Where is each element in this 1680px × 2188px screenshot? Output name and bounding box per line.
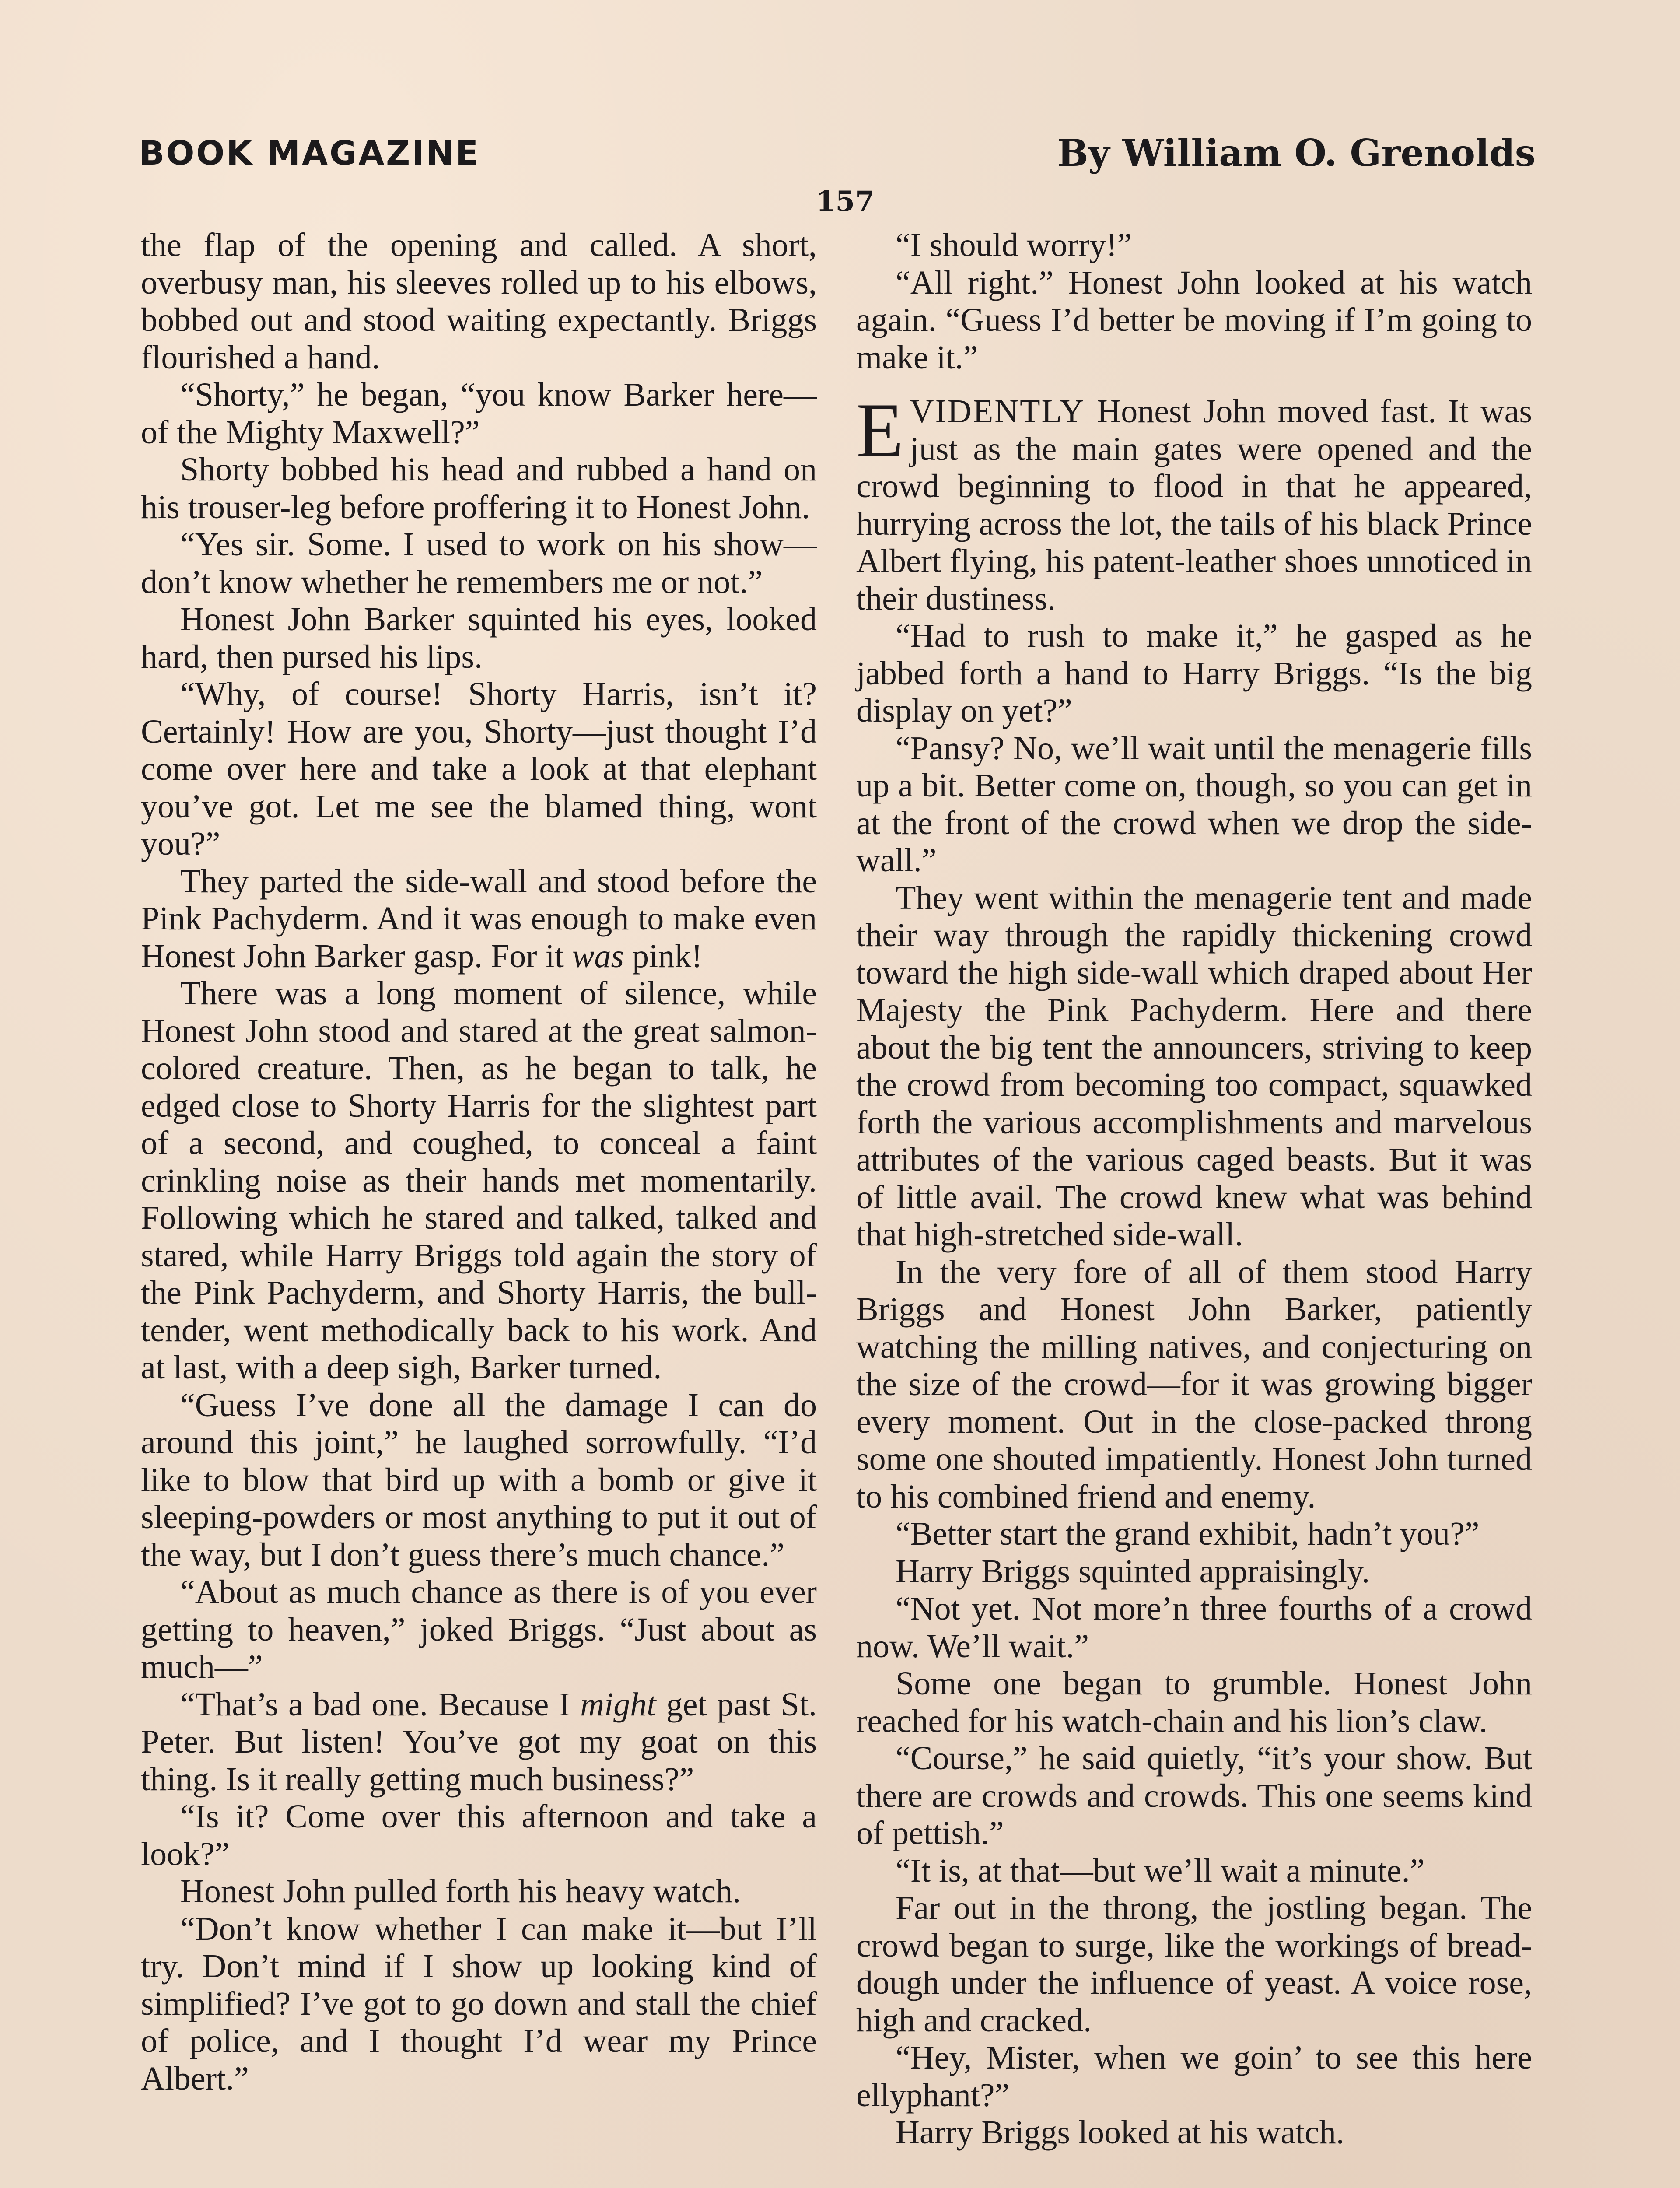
paragraph: Some one began to grumble. Honest John reached for his watch-chain and his lion’s claw. <box>856 1665 1532 1739</box>
text-run: “That’s a bad one. Because I <box>180 1686 570 1723</box>
paragraph: “Shorty,” he began, “you know Barker here—of the Mighty Maxwell?” <box>141 376 817 451</box>
paragraph <box>141 863 817 975</box>
paragraph: “I should worry!” <box>896 227 1132 263</box>
section-opening-paragraph <box>856 387 1532 617</box>
paragraph: “Pansy? No, we’ll wait until the menagerie fills up a bit. Better come on, though, so you can get in at the front of the crowd when we drop the side-wall.” <box>856 729 1532 879</box>
paragraph: “Yes sir. Some. I used to work on his show—don’t know whether he remembers me or not.” <box>141 526 817 600</box>
paragraph: “Guess I’ve done all the damage I can do around this joint,” he laughed sorrowfully. “I’d like to blow that bird up with a bomb or give it sleeping-powders or most anything to put it out of the way, but I don’t guess there’s much chance.” <box>141 1386 817 1573</box>
paragraph: “Had to rush to make it,” he gasped as he jabbed forth a hand to Harry Briggs. “Is the big display on yet?” <box>856 617 1532 729</box>
paragraph: Harry Briggs looked at his watch. <box>896 2114 1344 2151</box>
paragraph: Honest John Barker squinted his eyes, looked hard, then pursed his lips. <box>141 601 817 675</box>
text-run: pink! <box>632 937 703 975</box>
paragraph: “Hey, Mister, when we goin’ to see this here ellyphant?” <box>856 2039 1532 2114</box>
paragraph: Harry Briggs squinted appraisingly. <box>896 1553 1370 1590</box>
paragraph <box>141 1686 817 1799</box>
drop-cap: E <box>856 387 904 473</box>
paragraph: Shorty bobbed his head and rubbed a hand on his trouser-leg before proffering it to Honest John. <box>141 451 817 526</box>
paragraph: There was a long moment of silence, while Honest John stood and stared at the great salmon-colored creature. Then, as he began to talk, he edged close to Shorty Harris for the slightest part of a second, and coughed, to conceal a faint crinkling noise as their hands met momentarily. Following which he stared and talked, talked and stared, while Harry Briggs told again the story of the Pink Pachyderm, and Shorty Harris, the bull-tender, went methodically back to his work. And at last, with a deep sigh, Barker turned. <box>141 975 817 1386</box>
paragraph: “Better start the grand exhibit, hadn’t you?” <box>896 1515 1480 1552</box>
paragraph: “About as much chance as there is of you ever getting to heaven,” joked Briggs. “Just about as much—” <box>141 1574 817 1685</box>
text-run: get past St. Peter. But listen! You’ve got my goat on this thing. Is it really getting much business?” <box>141 1686 817 1798</box>
text-run: They parted the side-wall and stood before the Pink Pachyderm. And it was enough to make even Honest John Barker gasp. For it <box>141 863 817 975</box>
text-run: Honest John moved fast. It was just as the main gates were opened and the crowd beginning to flood in that he appeared, hurrying across the lot, the tails of his black Prince Albert flying, his patent-leather shoes unnoticed in their dustiness. <box>856 393 1532 617</box>
page-number: 157 <box>816 185 875 218</box>
paragraph: They went within the menagerie tent and made their way through the rapidly thickening crowd toward the high side-wall which draped about Her Majesty the Pink Pachyderm. Here and there about the big tent the announcers, striving to keep the crowd from becoming too compact, squawked forth the various accomplishments and marvelous attributes of the various caged beasts. But it was of little avail. The crowd knew what was behind that high-stretched side-wall. <box>856 879 1532 1253</box>
paragraph: “All right.” Honest John looked at his watch again. “Guess I’d better be moving if I’m going to make it.” <box>856 264 1532 376</box>
paragraph: “Why, of course! Shorty Harris, isn’t it? Certainly! How are you, Shorty—just thought I’d come over here and take a look at that elephant you’ve got. Let me see the blamed thing, wont you?” <box>141 676 817 862</box>
paragraph: In the very fore of all of them stood Harry Briggs and Honest John Barker, patiently watching the milling natives, and conjecturing on the size of the crowd—for it was growing bigger every moment. Out in the close-packed throng some one shouted impatiently. Honest John turned to his combined friend and enemy. <box>856 1253 1532 1515</box>
emphasis: might <box>580 1686 656 1723</box>
left-column <box>141 227 817 2097</box>
paragraph: “Is it? Come over this afternoon and take a look?” <box>141 1798 817 1872</box>
paragraph: Far out in the throng, the jostling began. The crowd began to surge, like the workings of bread-dough under the influence of yeast. A voice rose, high and cracked. <box>856 1890 1532 2039</box>
author-byline: By William O. Grenolds <box>1057 131 1536 175</box>
paragraph: “It is, at that—but we’ll wait a minute.” <box>896 1852 1425 1889</box>
magazine-title: BOOK MAGAZINE <box>139 133 480 172</box>
paragraph: “Course,” he said quietly, “it’s your show. But there are crowds and crowds. This one seems kind of pettish.” <box>856 1740 1532 1851</box>
paragraph: “Not yet. Not more’n three fourths of a crowd now. We’ll wait.” <box>856 1590 1532 1665</box>
small-caps-lead: VIDENTLY <box>910 393 1085 430</box>
paragraph: Honest John pulled forth his heavy watch. <box>180 1873 741 1910</box>
emphasis: was <box>572 937 624 975</box>
paragraph: the flap of the opening and called. A short, overbusy man, his sleeves rolled up to his elbows, bobbed out and stood waiting expectantly. Briggs flourished a hand. <box>141 227 817 376</box>
right-column <box>856 227 1532 2152</box>
paragraph: “Don’t know whether I can make it—but I’ll try. Don’t mind if I show up looking kind of simplified? I’ve got to go down and stall the chief of police, and I thought I’d wear my Prince Albert.” <box>141 1910 817 2097</box>
